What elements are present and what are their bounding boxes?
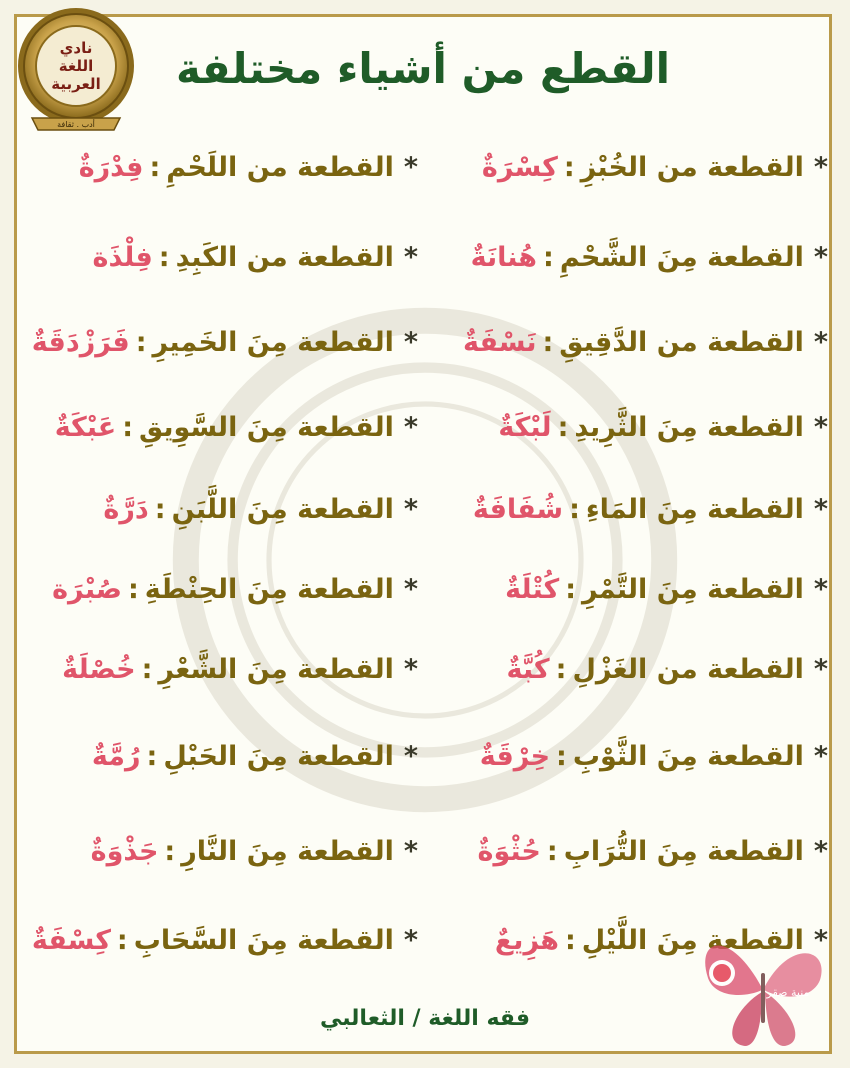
pair-left <box>93 233 418 283</box>
signature-text: منية صقر <box>766 986 810 999</box>
bullet-star: * <box>403 494 418 525</box>
page-title: القطع من أشياء مختلفة <box>175 44 670 93</box>
pair-right <box>505 565 828 615</box>
pair-right <box>482 143 828 193</box>
pair-separator: : <box>564 925 576 956</box>
pair-separator: : <box>122 412 134 443</box>
list-item <box>0 827 850 877</box>
pair-separator: : <box>546 836 558 867</box>
pair-phrase: القطعة مِنَ الحِنْطَةِ <box>144 574 394 605</box>
bullet-star: * <box>813 741 828 772</box>
pair-left <box>52 565 418 615</box>
bullet-star: * <box>403 925 418 956</box>
pair-answer: عَبْكَةٌ <box>54 412 117 443</box>
bullet-star: * <box>403 242 418 273</box>
pair-separator: : <box>127 574 139 605</box>
pair-answer: صُبْرَة <box>52 574 122 605</box>
bullet-star: * <box>403 741 418 772</box>
pair-phrase: القطعة من الدَّقِيقِ <box>559 327 804 358</box>
pair-phrase: القطعة مِنَ النَّارِ <box>181 836 394 867</box>
pair-separator: : <box>557 412 569 443</box>
pair-answer: خُصْلَةٌ <box>62 654 136 685</box>
pair-answer: فِدْرَةٌ <box>78 152 144 183</box>
list-item <box>0 732 850 782</box>
bullet-star: * <box>813 574 828 605</box>
pair-answer: جَذْوَةٌ <box>90 836 159 867</box>
pair-phrase: القطعة مِنَ الحَبْلِ <box>163 741 394 772</box>
pair-right <box>480 732 828 782</box>
pair-separator: : <box>146 741 158 772</box>
bullet-star: * <box>813 242 828 273</box>
bullet-star: * <box>403 327 418 358</box>
pair-answer: شُفَافَةٌ <box>472 494 564 525</box>
pair-left <box>79 143 418 193</box>
bullet-star: * <box>403 836 418 867</box>
bullet-star: * <box>403 654 418 685</box>
bullet-star: * <box>403 574 418 605</box>
pair-left <box>32 318 418 368</box>
pair-phrase: القطعة من الخُبْزِ <box>580 152 804 183</box>
pair-answer: فِلْذَة <box>92 242 153 273</box>
list-item <box>0 233 850 283</box>
pair-answer: كِسْفَةٌ <box>31 925 111 956</box>
pair-left <box>92 732 418 782</box>
pair-phrase: القطعة مِنَ السَّوِيقِ <box>139 412 394 443</box>
pair-phrase: القطعة مِنَ الثَّوْبِ <box>572 741 804 772</box>
pair-separator: : <box>563 152 575 183</box>
bullet-star: * <box>403 412 418 443</box>
pair-separator: : <box>556 741 567 772</box>
pair-separator: : <box>569 494 580 525</box>
pair-right <box>507 645 828 695</box>
pair-answer: كُتْلَةٌ <box>505 574 560 605</box>
pair-phrase: القطعة مِنَ السَّحَابِ <box>133 925 394 956</box>
pair-separator: : <box>154 494 166 525</box>
bullet-star: * <box>813 327 828 358</box>
bullet-star: * <box>813 412 828 443</box>
pair-right <box>471 233 828 283</box>
list-item <box>0 318 850 368</box>
list-item <box>0 143 850 193</box>
pair-separator: : <box>116 925 128 956</box>
pair-phrase: القطعة مِنَ اللَّبَنِ <box>171 494 394 525</box>
pair-separator: : <box>565 574 576 605</box>
pair-answer: رُمَّةٌ <box>91 741 141 772</box>
butterfly-signature <box>690 918 835 1058</box>
pair-phrase: القطعة مِنَ التَّمْرِ <box>582 574 804 605</box>
pair-left <box>62 645 418 695</box>
pair-answer: حُثْوَةٌ <box>477 836 541 867</box>
bullet-star: * <box>813 925 828 956</box>
pair-phrase: القطعة مِنَ الشَّحْمِ <box>559 242 804 273</box>
pair-phrase: القطعة مِنَ الثَّرِيدِ <box>574 412 804 443</box>
pair-separator: : <box>543 242 554 273</box>
pair-right <box>463 318 828 368</box>
pair-separator: : <box>135 327 147 358</box>
pair-left <box>91 827 418 877</box>
list-item <box>0 645 850 695</box>
pair-answer: نَسْفَةٌ <box>463 327 537 358</box>
pair-phrase: القطعة من الغَزْلِ <box>572 654 804 685</box>
pair-phrase: القطعة مِنَ الخَمِيرِ <box>152 327 394 358</box>
pair-right <box>478 827 828 877</box>
pair-separator: : <box>141 654 153 685</box>
logo-line-2: اللغة <box>58 57 94 75</box>
pair-left <box>32 916 418 966</box>
bullet-star: * <box>403 152 418 183</box>
pair-answer: كِسْرَةٌ <box>481 152 558 183</box>
logo-line-1: نادي <box>59 39 93 57</box>
logo-caption: أدب . ثقافة <box>57 120 95 129</box>
pair-right <box>473 485 828 535</box>
pair-phrase: القطعة مِنَ المَاءِ <box>585 494 804 525</box>
pair-left <box>55 403 418 453</box>
pair-answer: كُبَّةٌ <box>506 654 550 685</box>
pair-answer: هَزِيعٌ <box>494 925 559 956</box>
pair-right <box>498 403 828 453</box>
pair-phrase: القطعة من اللَحْمِ <box>166 152 394 183</box>
pair-phrase: القطعة مِنَ الشَّعْرِ <box>158 654 394 685</box>
pair-phrase: القطعة مِنَ التُّرَابِ <box>563 836 804 867</box>
source-citation: فقه اللغة / الثعالبي <box>319 1006 531 1031</box>
bullet-star: * <box>813 152 828 183</box>
pair-phrase: القطعة من الكَبِدِ <box>175 242 394 273</box>
pair-answer: فَرَزْدَقَةٌ <box>31 327 130 358</box>
pair-answer: خِرْقَةٌ <box>479 741 551 772</box>
pair-separator: : <box>149 152 161 183</box>
pair-left <box>103 485 418 535</box>
pair-separator: : <box>542 327 554 358</box>
pair-answer: هُنانَةٌ <box>470 242 537 273</box>
pair-separator: : <box>555 654 567 685</box>
pair-phrase: القطعة مِنَ اللَّيْلِ <box>581 925 804 956</box>
bullet-star: * <box>813 494 828 525</box>
pair-answer: دَرَّةٌ <box>103 494 149 525</box>
pair-separator: : <box>158 242 170 273</box>
list-item <box>0 485 850 535</box>
bullet-star: * <box>813 836 828 867</box>
logo-line-3: العربية <box>51 75 101 93</box>
list-item <box>0 403 850 453</box>
pair-answer: لَبْكَةٌ <box>498 412 552 443</box>
bullet-star: * <box>813 654 828 685</box>
pair-separator: : <box>164 836 176 867</box>
list-item <box>0 565 850 615</box>
